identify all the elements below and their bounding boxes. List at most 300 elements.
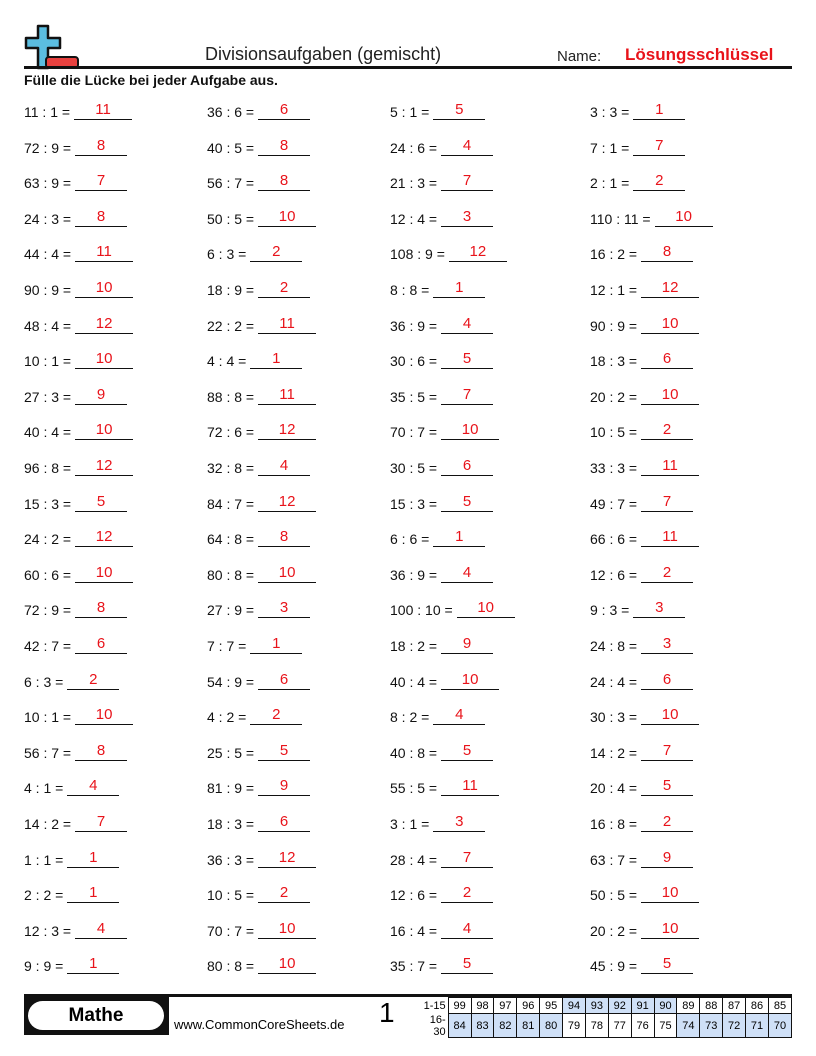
score-cell: 88 (700, 998, 723, 1014)
problem-question: 24 : 3 = (24, 210, 72, 227)
answer-blank[interactable]: 12 (258, 420, 316, 440)
problem (590, 420, 693, 440)
problem-question: 27 : 3 = (24, 388, 72, 405)
problem (390, 919, 493, 939)
problem (207, 598, 310, 618)
problem (207, 954, 316, 974)
problem (590, 385, 699, 405)
problem-question: 1 : 1 = (24, 851, 64, 868)
problem-question: 4 : 1 = (24, 780, 64, 797)
answer-blank[interactable]: 4 (441, 919, 493, 939)
score-cell: 97 (494, 998, 517, 1014)
problem-question: 90 : 9 = (24, 282, 72, 298)
problem-question: 16 : 8 = (590, 816, 638, 832)
answer-blank[interactable]: 1 (67, 954, 119, 974)
problem-question: 40 : 5 = (207, 139, 255, 156)
answer-blank[interactable]: 12 (258, 492, 316, 512)
problem (24, 705, 133, 725)
answer-blank[interactable]: 9 (441, 634, 493, 654)
problem (390, 314, 493, 334)
answer-blank[interactable]: 12 (75, 456, 133, 476)
answer-blank[interactable]: 10 (641, 919, 699, 939)
score-cell: 80 (540, 1014, 563, 1038)
problem (207, 492, 316, 512)
problem-question: 15 : 3 = (24, 495, 72, 512)
answer-blank[interactable]: 8 (75, 598, 127, 618)
problem (590, 634, 693, 654)
answer-blank[interactable]: 10 (258, 954, 316, 974)
answer-blank[interactable]: 8 (258, 136, 310, 156)
answer-blank[interactable]: 4 (441, 563, 493, 583)
problem (390, 207, 493, 227)
problem (207, 883, 310, 903)
answer-blank[interactable]: 8 (75, 741, 127, 761)
problem (207, 919, 316, 939)
problem (390, 349, 493, 369)
answer-blank[interactable]: 11 (441, 776, 499, 796)
problem-question: 100 : 10 = (390, 602, 453, 619)
problem (207, 136, 310, 156)
problem-question: 90 : 9 = (590, 317, 638, 334)
problem-question: 72 : 9 = (24, 139, 72, 156)
problem (590, 527, 699, 547)
problem (24, 741, 127, 761)
answer-blank[interactable]: 5 (433, 100, 485, 120)
problem-question: 63 : 7 = (590, 851, 638, 868)
instructions: Fülle die Lücke bei jeder Aufgabe aus. (24, 72, 278, 88)
score-table (416, 997, 792, 1038)
answer-blank[interactable]: 6 (258, 812, 310, 832)
problem-question: 20 : 2 = (590, 388, 638, 405)
answer-blank[interactable]: 7 (441, 171, 493, 191)
problem-question: 70 : 7 = (207, 922, 255, 939)
answer-blank[interactable]: 7 (641, 492, 693, 512)
problem-question: 36 : 9 = (390, 317, 438, 334)
answer-blank[interactable]: 10 (655, 207, 713, 227)
problem (24, 563, 133, 583)
score-cell: 83 (471, 1014, 494, 1038)
answer-blank[interactable]: 8 (641, 242, 693, 262)
score-row-label: 1-15 (423, 999, 446, 1012)
problem-question: 9 : 9 = (24, 958, 64, 975)
problem (590, 314, 699, 334)
subject-badge (24, 997, 169, 1035)
answer-blank[interactable]: 11 (258, 385, 316, 405)
answer-blank[interactable]: 11 (75, 242, 133, 262)
answer-blank[interactable]: 5 (441, 349, 493, 369)
problem (207, 705, 302, 725)
score-cell: 73 (700, 1014, 723, 1038)
problem-question: 18 : 9 = (207, 282, 255, 298)
answer-blank[interactable]: 1 (433, 278, 485, 298)
answer-blank[interactable]: 2 (641, 563, 693, 583)
answer-blank[interactable]: 2 (258, 883, 310, 903)
answer-blank[interactable]: 6 (441, 456, 493, 476)
answer-blank[interactable]: 4 (441, 136, 493, 156)
problem (590, 171, 685, 191)
problem (24, 385, 127, 405)
problem-question: 45 : 9 = (590, 958, 638, 975)
problem-question: 66 : 6 = (590, 531, 638, 548)
answer-blank[interactable]: 12 (75, 527, 133, 547)
score-row (416, 998, 792, 1014)
problem (24, 278, 133, 298)
problem (590, 883, 699, 903)
problem (590, 741, 693, 761)
answer-blank[interactable]: 1 (67, 883, 119, 903)
problem-question: 16 : 2 = (590, 246, 638, 263)
answer-blank[interactable]: 4 (75, 919, 127, 939)
problem (590, 563, 693, 583)
subject-label: Mathe (28, 1001, 164, 1030)
problem (207, 314, 316, 334)
problem-question: 72 : 9 = (24, 602, 72, 619)
problem (590, 919, 699, 939)
score-cell: 84 (448, 1014, 471, 1038)
problem-question: 110 : 11 = (590, 210, 651, 227)
problem-question: 60 : 6 = (24, 566, 72, 583)
problem (24, 456, 133, 476)
answer-blank[interactable]: 10 (457, 598, 515, 618)
problem (24, 207, 127, 227)
problem (24, 314, 133, 334)
answer-blank[interactable]: 5 (258, 741, 310, 761)
website-url: www.CommonCoreSheets.de (174, 1017, 345, 1032)
answer-blank[interactable]: 7 (641, 741, 693, 761)
header-divider (24, 66, 792, 69)
score-cell: 70 (768, 1014, 791, 1038)
problem-question: 3 : 1 = (390, 816, 430, 832)
answer-blank[interactable]: 10 (75, 420, 133, 440)
answer-blank[interactable]: 1 (67, 848, 119, 868)
problem (207, 420, 316, 440)
problem-question: 22 : 2 = (207, 317, 255, 334)
problem-question: 18 : 2 = (390, 638, 438, 654)
problem-question: 81 : 9 = (207, 780, 255, 797)
answer-blank[interactable]: 4 (441, 314, 493, 334)
problem-question: 30 : 5 = (390, 460, 438, 476)
problem-question: 27 : 9 = (207, 602, 255, 619)
problem-question: 2 : 1 = (590, 175, 630, 192)
answer-blank[interactable]: 10 (641, 705, 699, 725)
problem (24, 812, 127, 832)
answer-blank[interactable]: 10 (258, 563, 316, 583)
answer-blank[interactable]: 3 (641, 634, 693, 654)
answer-blank[interactable]: 1 (250, 634, 302, 654)
problem-question: 12 : 6 = (590, 566, 638, 583)
score-cell: 99 (448, 998, 471, 1014)
score-cell: 75 (654, 1014, 677, 1038)
answer-blank[interactable]: 10 (641, 385, 699, 405)
answer-blank[interactable]: 10 (75, 278, 133, 298)
answer-blank[interactable]: 1 (250, 349, 302, 369)
score-row-label: 16-30 (429, 1013, 446, 1038)
answer-blank[interactable]: 10 (75, 705, 133, 725)
problem (390, 883, 493, 903)
score-cell: 79 (563, 1014, 586, 1038)
answer-blank[interactable]: 12 (75, 314, 133, 334)
problem (390, 598, 515, 618)
answer-blank[interactable]: 5 (441, 741, 493, 761)
problem (207, 812, 310, 832)
problem-question: 18 : 3 = (207, 816, 255, 832)
answer-blank[interactable]: 4 (433, 705, 485, 725)
answer-blank[interactable]: 10 (441, 420, 499, 440)
problem (590, 456, 699, 476)
name-value: Lösungsschlüssel (625, 45, 774, 64)
problem (590, 705, 699, 725)
problem-question: 64 : 8 = (207, 531, 255, 548)
answer-blank[interactable]: 7 (441, 848, 493, 868)
answer-blank[interactable]: 6 (641, 349, 693, 369)
answer-blank[interactable]: 3 (258, 598, 310, 618)
problem-question: 40 : 8 = (390, 744, 438, 761)
score-cell: 81 (517, 1014, 540, 1038)
problem (207, 456, 310, 476)
problem-question: 7 : 7 = (207, 638, 247, 654)
problem (590, 136, 685, 156)
problem-question: 56 : 7 = (207, 175, 255, 192)
answer-blank[interactable]: 7 (441, 385, 493, 405)
problem-question: 50 : 5 = (590, 887, 638, 904)
answer-blank[interactable]: 2 (441, 883, 493, 903)
answer-blank[interactable]: 2 (641, 420, 693, 440)
answer-blank[interactable]: 9 (258, 776, 310, 796)
answer-blank[interactable]: 2 (250, 705, 302, 725)
problem-question: 20 : 2 = (590, 922, 638, 939)
answer-blank[interactable]: 10 (75, 349, 133, 369)
answer-blank[interactable]: 10 (75, 563, 133, 583)
answer-blank[interactable]: 2 (67, 670, 119, 690)
problem (24, 670, 119, 690)
score-cell: 98 (471, 998, 494, 1014)
problem-question: 8 : 8 = (390, 282, 430, 298)
footer (24, 994, 792, 1038)
score-cell: 87 (723, 998, 746, 1014)
problem-question: 24 : 8 = (590, 638, 638, 654)
answer-blank[interactable]: 5 (75, 492, 127, 512)
problem-question: 11 : 1 = (24, 104, 71, 120)
problem (24, 919, 127, 939)
score-cell: 76 (631, 1014, 654, 1038)
problem (390, 242, 507, 262)
problem-question: 4 : 4 = (207, 353, 247, 370)
answer-blank[interactable]: 8 (75, 136, 127, 156)
answer-blank[interactable]: 10 (258, 919, 316, 939)
problem-question: 50 : 5 = (207, 210, 255, 227)
problem-question: 80 : 8 = (207, 566, 255, 583)
problem (24, 634, 127, 654)
problem-question: 24 : 6 = (390, 139, 438, 156)
problem-question: 88 : 8 = (207, 388, 255, 405)
problem-question: 28 : 4 = (390, 851, 438, 868)
score-cell: 91 (631, 998, 654, 1014)
problem-question: 36 : 6 = (207, 104, 255, 120)
problem (24, 598, 127, 618)
score-cell: 74 (677, 1014, 700, 1038)
problem (590, 242, 693, 262)
answer-blank[interactable]: 6 (258, 100, 310, 120)
score-cell: 92 (608, 998, 631, 1014)
answer-blank[interactable]: 7 (633, 136, 685, 156)
problem-question: 55 : 5 = (390, 780, 438, 797)
problem (207, 848, 316, 868)
problem (207, 278, 310, 298)
problem-question: 35 : 5 = (390, 388, 438, 405)
answer-blank[interactable]: 5 (641, 776, 693, 796)
problem (207, 776, 310, 796)
problem (590, 100, 685, 120)
answer-blank[interactable]: 11 (74, 100, 132, 120)
problem-question: 36 : 9 = (390, 566, 438, 583)
answer-blank[interactable]: 11 (258, 314, 316, 334)
problem (390, 171, 493, 191)
problem-question: 3 : 3 = (590, 104, 630, 120)
problem (390, 670, 499, 690)
score-cell: 71 (746, 1014, 769, 1038)
answer-blank[interactable]: 10 (441, 670, 499, 690)
score-cell: 82 (494, 1014, 517, 1038)
answer-blank[interactable]: 4 (258, 456, 310, 476)
answer-blank[interactable]: 8 (258, 527, 310, 547)
problem-question: 32 : 8 = (207, 460, 255, 476)
answer-blank[interactable]: 6 (75, 634, 127, 654)
problem (390, 492, 493, 512)
answer-blank[interactable]: 8 (258, 171, 310, 191)
problem (24, 171, 127, 191)
problem (24, 776, 119, 796)
answer-blank[interactable]: 10 (641, 883, 699, 903)
problem (390, 136, 493, 156)
problem-question: 36 : 3 = (207, 851, 255, 868)
problem (207, 670, 310, 690)
score-cell: 77 (608, 1014, 631, 1038)
problem-question: 12 : 6 = (390, 887, 438, 904)
score-row (416, 1014, 792, 1038)
answer-blank[interactable]: 12 (641, 278, 699, 298)
answer-blank[interactable]: 3 (433, 812, 485, 832)
score-cell: 78 (585, 1014, 608, 1038)
problem-question: 6 : 3 = (24, 673, 64, 690)
answer-blank[interactable]: 12 (258, 848, 316, 868)
answer-blank[interactable]: 6 (258, 670, 310, 690)
problem-question: 54 : 9 = (207, 673, 255, 690)
answer-blank[interactable]: 7 (75, 171, 127, 191)
answer-blank[interactable]: 1 (433, 527, 485, 547)
score-cell: 94 (563, 998, 586, 1014)
answer-blank[interactable]: 11 (641, 527, 699, 547)
problem (207, 634, 302, 654)
problem-question: 30 : 6 = (390, 353, 438, 370)
problem (207, 242, 302, 262)
score-cell: 93 (585, 998, 608, 1014)
problem-question: 10 : 5 = (207, 887, 255, 904)
score-cell: 86 (746, 998, 769, 1014)
answer-blank[interactable]: 5 (641, 954, 693, 974)
problem-question: 20 : 4 = (590, 780, 638, 797)
problem-question: 80 : 8 = (207, 958, 255, 975)
answer-blank[interactable]: 2 (258, 278, 310, 298)
answer-blank[interactable]: 1 (633, 100, 685, 120)
problem (207, 100, 310, 120)
answer-blank[interactable]: 10 (641, 314, 699, 334)
answer-blank[interactable]: 4 (67, 776, 119, 796)
answer-blank[interactable]: 11 (641, 456, 699, 476)
answer-blank[interactable]: 2 (250, 242, 302, 262)
problem (207, 563, 316, 583)
problem (390, 812, 485, 832)
problem-question: 24 : 2 = (24, 531, 72, 548)
problem-question: 40 : 4 = (390, 673, 438, 690)
problem-question: 5 : 1 = (390, 104, 430, 120)
problem (24, 100, 132, 120)
problem-question: 4 : 2 = (207, 709, 247, 726)
problem (590, 848, 693, 868)
answer-blank[interactable]: 3 (441, 207, 493, 227)
problem-question: 44 : 4 = (24, 246, 72, 263)
answer-blank[interactable]: 6 (641, 670, 693, 690)
problem (590, 207, 713, 227)
problem-question: 6 : 3 = (207, 246, 247, 263)
problem (390, 385, 493, 405)
problem (590, 598, 685, 618)
answer-blank[interactable]: 5 (441, 954, 493, 974)
problem-question: 33 : 3 = (590, 460, 638, 476)
problem-question: 12 : 4 = (390, 210, 438, 227)
worksheet-title: Divisionsaufgaben (gemischt) (205, 44, 442, 64)
problem (24, 242, 133, 262)
answer-blank[interactable]: 12 (449, 242, 507, 262)
problem-question: 7 : 1 = (590, 139, 630, 156)
problem-question: 10 : 5 = (590, 424, 638, 441)
answer-blank[interactable]: 2 (641, 812, 693, 832)
problem (207, 385, 316, 405)
problem (390, 420, 499, 440)
problem (390, 634, 493, 654)
page-number: 1 (379, 997, 395, 1028)
problem-question: 56 : 7 = (24, 744, 72, 761)
problem (24, 848, 119, 868)
problem-question: 2 : 2 = (24, 887, 64, 904)
answer-blank[interactable]: 7 (75, 812, 127, 832)
problem-question: 70 : 7 = (390, 424, 438, 441)
problem (390, 527, 485, 547)
answer-blank[interactable]: 3 (633, 598, 685, 618)
problem-question: 10 : 1 = (24, 709, 72, 726)
problem (24, 420, 133, 440)
problem-question: 25 : 5 = (207, 744, 255, 761)
problem (24, 492, 127, 512)
problem (390, 705, 485, 725)
problem-question: 12 : 3 = (24, 922, 72, 939)
answer-blank[interactable]: 9 (75, 385, 127, 405)
problem (207, 527, 310, 547)
answer-blank[interactable]: 8 (75, 207, 127, 227)
answer-blank[interactable]: 2 (633, 171, 685, 191)
score-cell: 96 (517, 998, 540, 1014)
problem-question: 49 : 7 = (590, 495, 638, 512)
problem-question: 42 : 7 = (24, 638, 72, 654)
answer-blank[interactable]: 9 (641, 848, 693, 868)
problem-question: 24 : 4 = (590, 673, 638, 690)
problem (590, 670, 693, 690)
answer-blank[interactable]: 10 (258, 207, 316, 227)
problem-question: 35 : 7 = (390, 958, 438, 975)
problem (24, 349, 133, 369)
answer-blank[interactable]: 5 (441, 492, 493, 512)
problem (590, 349, 693, 369)
problem-question: 12 : 1 = (590, 282, 638, 298)
